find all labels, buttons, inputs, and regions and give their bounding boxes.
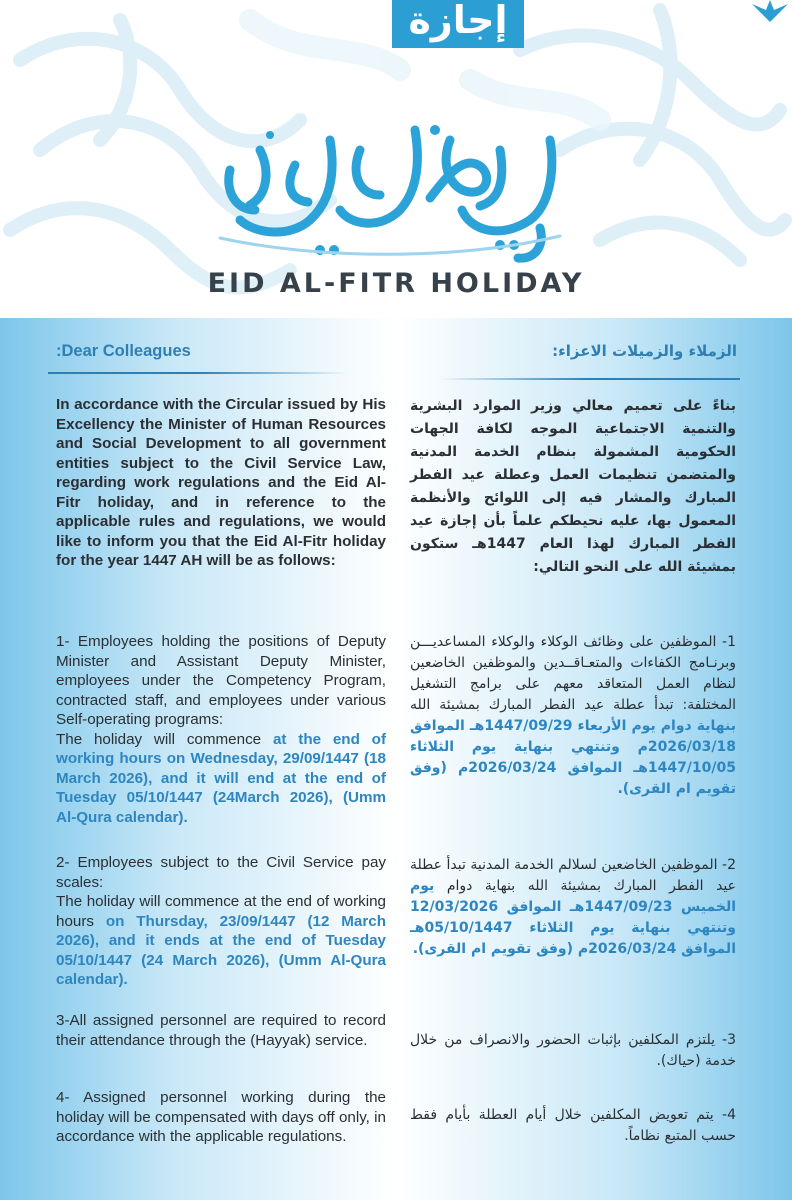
intro-arabic: بناءً على تعميم معالي وزير الموارد البشرية والتنمية الاجتماعية الموجه لكافة الجهات الحكومية المشمولة بنظام الخدمة المدنية والمتضمن تنظيمات العمل وعطلة عيد الفطر المبارك والمشار فيه إلى اللوائح والأنظمة المعمول بها، عليه نحيطكم علماً بأن إجازة عيد الفطر المبارك لهذا العام 1447هـ ستكون بمشيئة الله على النحو التالي: (410, 398, 737, 575)
item-3-arabic: 3- يلتزم المكلفين بإثبات الحضور والانصراف من خلال خدمة (حياك). (410, 1032, 736, 1069)
item-4-arabic: 4- يتم تعويض المكلفين خلال أيام العطلة بأيام فقط حسب المتبع نظاماً. (410, 1107, 736, 1144)
item-1-arabic-text: 1- الموظفين على وظائف الوكلاء والوكلاء المساعديـــن وبرنـامج الكفاءات والمتعـاقــدين والموظفين الخاضعين لنظام العمل المتعاقد معهم على برامج التشغيل المختلفة: تبدأ عطلة عيد الفطر المبارك بمشيئة الله (410, 634, 736, 713)
item-1-english-lead: The holiday will commence (56, 730, 273, 748)
greeting-arabic: الزملاء والزميلات الاعزاء: (552, 342, 737, 360)
item-1-english (56, 632, 386, 827)
header-banner (0, 0, 792, 318)
item-1-arabic-dates: بنهاية دوام يوم الأربعاء 1447/09/29هـ الموافق 2026/03/18م وتنتهي بنهاية يوم الثلاثاء 1447/10/05هـ الموافق 2026/03/24م (وفق تقويم ام القرى). (410, 718, 736, 797)
divider-arabic (440, 378, 740, 380)
item-2-english (56, 853, 386, 990)
calligraphy-title-eid-mubarak (200, 110, 580, 270)
item-2-english-lead: The holiday will commence at the end of working hours (56, 893, 386, 930)
item-2-english-text: 2- Employees subject to the Civil Service pay scales: (56, 854, 386, 891)
intro-english: In accordance with the Circular issued by His Excellency the Minister of Human Resources and Social Development to all government entities subject to the Civil Service Law, regarding work regulations and the Eid Al-Fitr holiday, and in reference to the applicable rules and regulations, we would like to inform you that the Eid Al-Fitr holiday for the year 1447 AH will be as follows: (56, 396, 386, 569)
item-2-arabic (410, 855, 736, 960)
item-2-english-dates: on Thursday, 23/09/1447 (12 March 2026), and it ends at the end of Tuesday 05/10/1447 (24 March 2026), (Umm Al-Qura calendar). (56, 912, 386, 988)
arabic-column (405, 338, 737, 360)
star-logo-icon (748, 0, 792, 22)
item-4-english: 4- Assigned personnel working during the holiday will be compensated with days off only, in accordance with the applicable regulations. (56, 1089, 386, 1145)
item-1-arabic (410, 632, 736, 800)
greeting-english: :Dear Colleagues (56, 342, 191, 360)
item-2-arabic-text: 2- الموظفين الخاضعين لسلالم الخدمة المدنية تبدأ عطلة عيد الفطر المبارك بمشيئة الله بنهاية دوام (410, 857, 736, 894)
ribbon-label: إجازة (408, 0, 508, 42)
english-column (56, 338, 386, 361)
title-english: EID AL-FITR HOLIDAY (207, 268, 585, 299)
divider-english (48, 372, 348, 374)
item-2-arabic-dates: يوم الخميس 1447/09/23هـ الموافق 12/03/2026 وتنتهي بنهاية يوم الثلاثاء 05/10/1447هـ الموافق 2026/03/24م (وفق تقويم ام القرى). (410, 878, 736, 957)
item-3-english: 3-All assigned personnel are required to record their attendance through the (Hayyak) service. (56, 1012, 386, 1049)
item-1-english-text: 1- Employees holding the positions of Deputy Minister and Assistant Deputy Minister, employees under the Competency Program, contracted staff, and employees under various Self-operating programs: (56, 633, 386, 728)
item-1-english-dates: at the end of working hours on Wednesday, 29/09/1447 (18 March 2026), and it will end at the end of Tuesday 05/10/1447 (24March 2026), (Umm Al-Qura calendar). (56, 730, 387, 826)
